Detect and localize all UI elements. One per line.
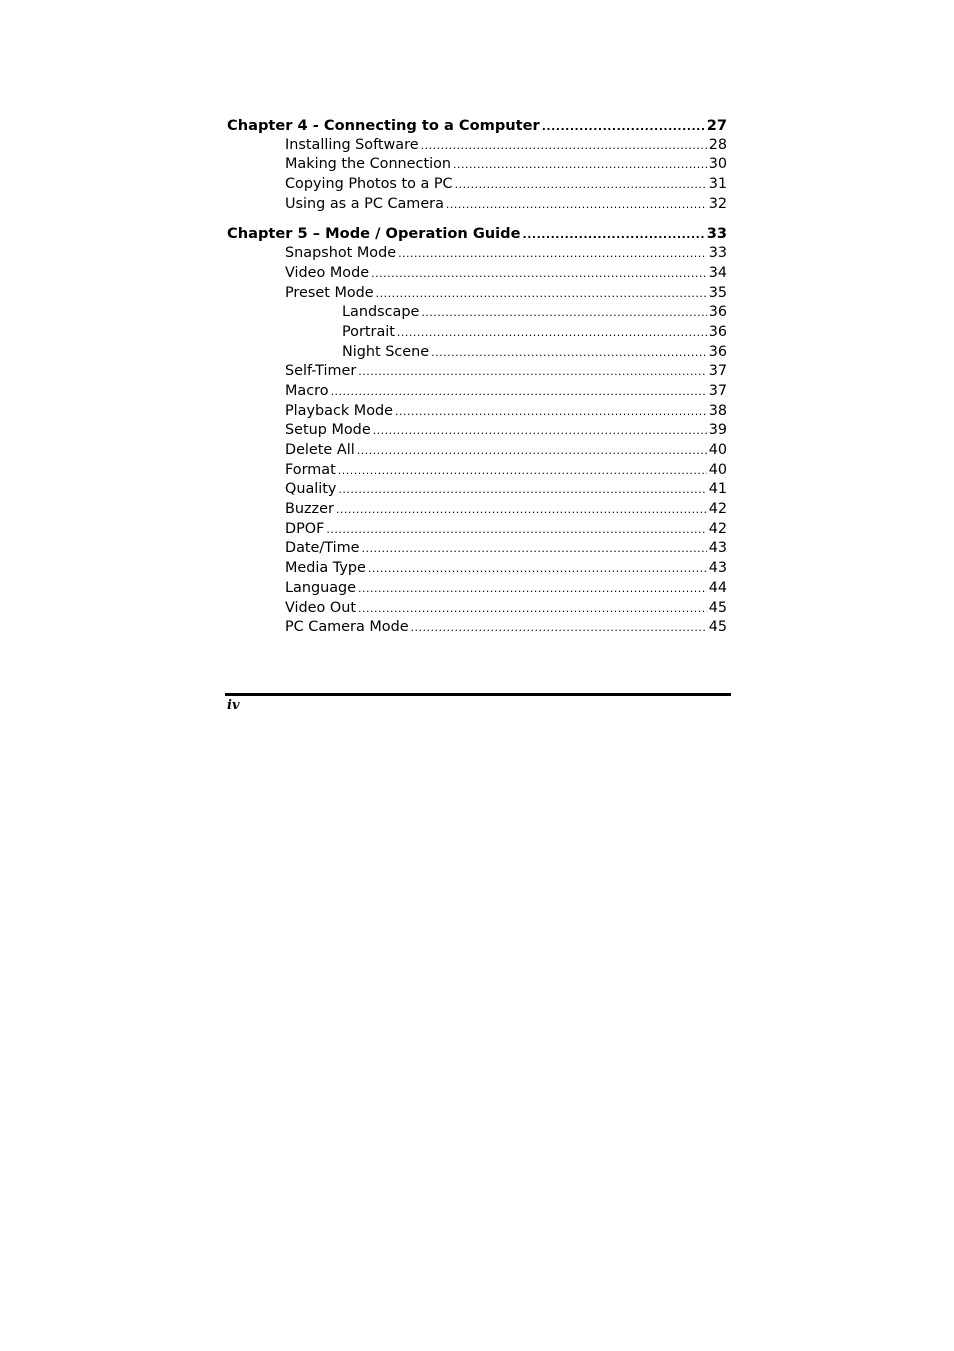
- toc-entry[interactable]: [227, 461, 727, 481]
- footer-page-number: iv: [227, 698, 240, 713]
- toc-entry-title: Delete All: [285, 442, 355, 458]
- dot-leader: [395, 402, 707, 422]
- toc-entry-title: Setup Mode: [285, 422, 371, 439]
- toc-entry-page: 36: [708, 343, 727, 360]
- toc-entry-page: 45: [708, 619, 727, 636]
- toc-entry[interactable]: [227, 175, 727, 195]
- toc-entry-title: Quality: [285, 481, 337, 498]
- toc-entry-title: Landscape: [342, 304, 420, 321]
- toc-entry-title: Copying Photos to a PC: [285, 176, 453, 193]
- toc-chapter-4: [227, 116, 727, 214]
- toc-entry[interactable]: [227, 599, 727, 619]
- toc-entry[interactable]: [227, 618, 727, 638]
- toc-entry-page: 43: [708, 540, 727, 557]
- toc-entry-page: 41: [708, 481, 727, 498]
- toc-subentry[interactable]: [227, 303, 727, 323]
- dot-leader: [358, 599, 707, 619]
- toc-entry-page: 27: [706, 117, 727, 134]
- toc-entry-page: 33: [708, 245, 727, 262]
- toc-entry-title: Portrait: [342, 323, 395, 340]
- toc-entry-page: 38: [708, 402, 727, 419]
- toc-entry-page: 36: [708, 323, 727, 340]
- toc-entry-page: 45: [708, 599, 727, 616]
- toc-chapter-heading[interactable]: [227, 116, 727, 136]
- table-of-contents: [227, 116, 727, 638]
- toc-entry-title: Snapshot Mode: [285, 245, 397, 262]
- toc-entry-page: 40: [708, 461, 727, 478]
- dot-leader: [371, 264, 707, 284]
- toc-entry-title: Self-Timer: [285, 363, 357, 380]
- toc-entry-page: 37: [708, 363, 727, 380]
- toc-entry[interactable]: [227, 579, 727, 599]
- toc-entry-page: 28: [708, 136, 727, 153]
- toc-entry[interactable]: [227, 559, 727, 579]
- toc-entry[interactable]: [227, 441, 727, 461]
- dot-leader: [338, 480, 706, 500]
- dot-leader: [523, 225, 705, 244]
- toc-entry[interactable]: [227, 382, 727, 402]
- toc-entry-title: Chapter 5 – Mode / Operation Guide: [227, 225, 521, 243]
- toc-entry-title: Chapter 4 - Connecting to a Computer: [227, 117, 540, 134]
- dot-leader: [361, 539, 706, 559]
- toc-entry[interactable]: [227, 284, 727, 304]
- dot-leader: [376, 284, 707, 304]
- footer-rule: [225, 693, 731, 696]
- toc-entry-page: 36: [708, 304, 727, 321]
- toc-entry[interactable]: [227, 421, 727, 441]
- toc-entry[interactable]: [227, 362, 727, 382]
- toc-entry[interactable]: [227, 402, 727, 422]
- dot-leader: [338, 461, 707, 481]
- toc-entry[interactable]: [227, 264, 727, 284]
- toc-subentry[interactable]: [227, 323, 727, 343]
- toc-entry-page: 35: [708, 284, 727, 301]
- toc-entry-title: Video Out: [285, 599, 356, 616]
- toc-entry[interactable]: [227, 539, 727, 559]
- toc-entry-page: 31: [708, 176, 727, 193]
- toc-entry[interactable]: [227, 500, 727, 520]
- dot-leader: [446, 195, 707, 215]
- toc-entry[interactable]: [227, 195, 727, 215]
- dot-leader: [368, 559, 707, 579]
- dot-leader: [357, 441, 707, 461]
- toc-subentry[interactable]: [227, 343, 727, 363]
- toc-entry-page: 42: [708, 520, 727, 537]
- toc-entry[interactable]: [227, 155, 727, 175]
- toc-entry-page: 39: [708, 422, 727, 439]
- toc-entry-title: DPOF: [285, 520, 325, 537]
- toc-entry-page: 33: [706, 225, 727, 243]
- toc-chapter-heading[interactable]: [227, 224, 727, 244]
- toc-entry-title: Night Scene: [342, 343, 430, 360]
- dot-leader: [411, 618, 707, 638]
- toc-entry-page: 40: [708, 442, 727, 458]
- toc-entry-title: Media Type: [285, 560, 366, 577]
- toc-entry-page: 37: [708, 382, 727, 399]
- toc-entry-title: Buzzer: [285, 501, 334, 518]
- toc-entry-page: 44: [708, 579, 727, 596]
- dot-leader: [421, 136, 707, 156]
- dot-leader: [453, 155, 707, 175]
- toc-entry[interactable]: [227, 136, 727, 156]
- toc-chapter-5: [227, 224, 727, 637]
- dot-leader: [373, 421, 707, 441]
- toc-entry-title: Language: [285, 579, 357, 596]
- dot-leader: [358, 362, 706, 382]
- toc-entry-title: Playback Mode: [285, 402, 393, 419]
- dot-leader: [421, 303, 706, 323]
- toc-entry-title: Installing Software: [285, 136, 419, 153]
- dot-leader: [542, 117, 705, 136]
- toc-entry-page: 32: [708, 195, 727, 212]
- dot-leader: [455, 175, 707, 195]
- dot-leader: [397, 323, 707, 343]
- toc-entry-title: Video Mode: [285, 264, 370, 281]
- toc-entry[interactable]: [227, 520, 727, 540]
- toc-entry-page: 34: [708, 264, 727, 281]
- toc-entry-title: Preset Mode: [285, 284, 374, 301]
- toc-entry[interactable]: [227, 244, 727, 264]
- toc-entry-title: Making the Connection: [285, 156, 452, 173]
- dot-leader: [336, 500, 707, 520]
- toc-entry[interactable]: [227, 480, 727, 500]
- dot-leader: [398, 244, 707, 264]
- toc-entry-title: Using as a PC Camera: [285, 195, 444, 212]
- dot-leader: [358, 579, 707, 599]
- toc-entry-page: 42: [708, 501, 727, 518]
- dot-leader: [331, 382, 707, 402]
- toc-entry-title: Format: [285, 461, 336, 478]
- toc-entry-title: Macro: [285, 382, 329, 399]
- toc-entry-page: 43: [708, 560, 727, 577]
- toc-entry-page: 30: [708, 156, 727, 173]
- toc-entry-title: PC Camera Mode: [285, 619, 409, 636]
- dot-leader: [326, 520, 706, 540]
- toc-entry-title: Date/Time: [285, 540, 360, 557]
- dot-leader: [431, 343, 707, 363]
